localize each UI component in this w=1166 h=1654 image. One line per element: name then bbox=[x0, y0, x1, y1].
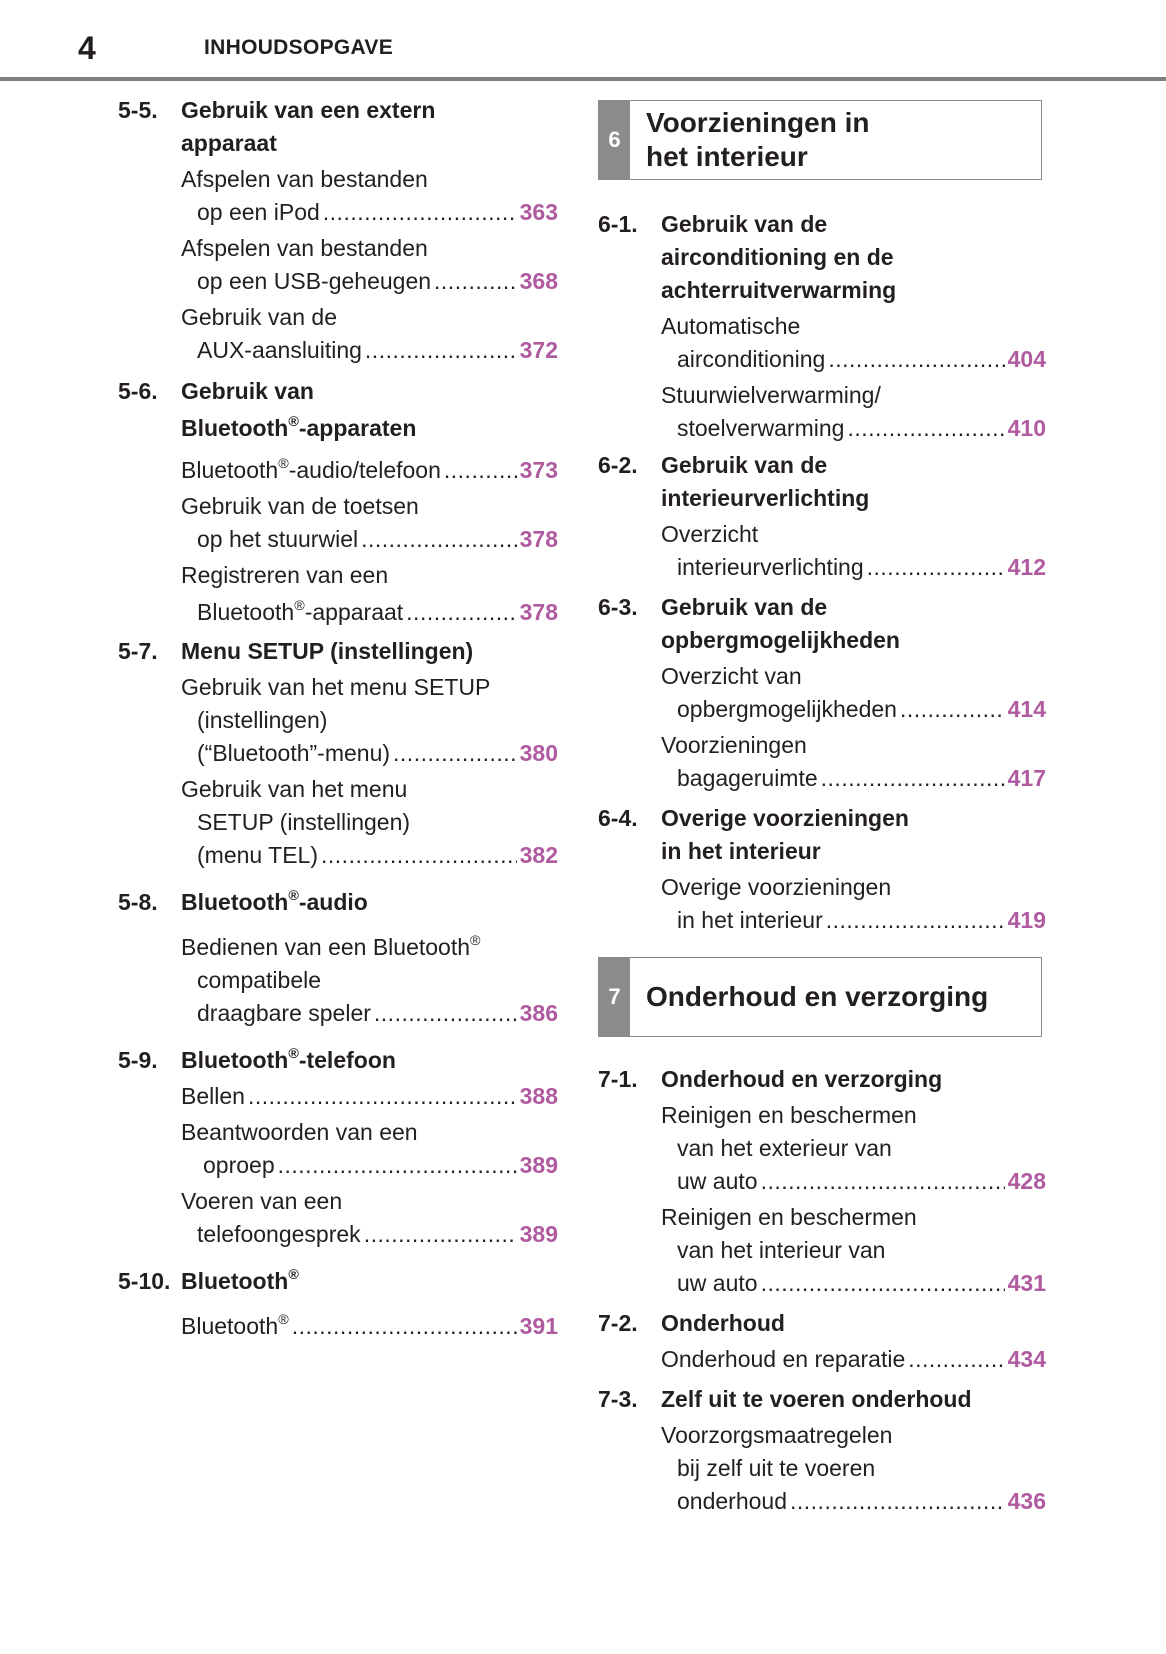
toc-entry[interactable]: Overzicht interieurverlichting ..... 412 bbox=[661, 518, 1046, 584]
toc-right-column bbox=[598, 100, 1046, 1518]
chapter-number: 7 bbox=[599, 958, 630, 1036]
section-7-1: 7-1. Onderhoud en verzorging bbox=[598, 1066, 943, 1092]
page-ref: 434 bbox=[1007, 1346, 1046, 1372]
toc-entry[interactable]: Voorzorgsmaatregelen bij zelf uit te voeren onderhoud ..... 436 bbox=[661, 1419, 1046, 1518]
page-ref: 428 bbox=[1007, 1168, 1046, 1194]
page-ref: 386 bbox=[519, 1000, 558, 1026]
toc-entry[interactable]: Overige voorzieningen in het interieur ..... 419 bbox=[661, 871, 1046, 937]
page-ref: 417 bbox=[1007, 765, 1046, 791]
chapter-7-header bbox=[598, 957, 1042, 1037]
toc-entry[interactable]: Bluetooth® ..... 391 bbox=[181, 1310, 558, 1343]
section-7-3: 7-3. Zelf uit te voeren onderhoud bbox=[598, 1386, 972, 1412]
toc-entry[interactable]: Afspelen van bestanden op een USB-geheugen ..... 368 bbox=[181, 232, 558, 298]
section-5-8: 5-8. Bluetooth®-audio bbox=[118, 888, 368, 915]
section-6-2: 6-2. Gebruik van de interieurverlichting bbox=[598, 452, 870, 511]
toc-entry[interactable]: Reinigen en beschermen van het interieur van uw auto ..... 431 bbox=[661, 1201, 1046, 1300]
toc-entry[interactable]: Gebruik van het menu SETUP (instellingen) (“Bluetooth”-menu) ..... 380 bbox=[181, 671, 558, 770]
section-5-9: 5-9. Bluetooth®-telefoon bbox=[118, 1046, 396, 1073]
page-number: 4 bbox=[78, 30, 96, 66]
header-title: INHOUDSOPGAVE bbox=[204, 36, 394, 59]
toc-entry[interactable]: Bellen ..... 388 bbox=[181, 1080, 558, 1113]
chapter-title: Onderhoud en verzorging bbox=[646, 981, 989, 1012]
page-ref: 419 bbox=[1007, 907, 1046, 933]
page-header bbox=[0, 0, 1166, 82]
section-5-6: 5-6. Gebruik van Bluetooth®-apparaten bbox=[118, 378, 417, 441]
toc-entry[interactable]: Gebruik van het menu SETUP (instellingen) (menu TEL) ..... 382 bbox=[181, 773, 558, 872]
page-ref: 372 bbox=[519, 337, 558, 363]
page-ref: 410 bbox=[1007, 415, 1046, 441]
section-title: Gebruik van een extern apparaat bbox=[181, 97, 436, 156]
section-5-5 bbox=[118, 94, 558, 160]
toc-entry[interactable]: Bedienen van een Bluetooth® compatibele draagbare speler ..... 386 bbox=[181, 931, 558, 1030]
page-ref: 382 bbox=[519, 842, 558, 868]
page-ref: 380 bbox=[519, 740, 558, 766]
toc-entry[interactable]: Stuurwielverwarming/ stoelverwarming ..... 410 bbox=[661, 379, 1046, 445]
page-ref: 414 bbox=[1007, 696, 1046, 722]
page-ref: 391 bbox=[519, 1313, 558, 1339]
section-6-3: 6-3. Gebruik van de opbergmogelijkheden bbox=[598, 594, 900, 653]
toc-entry[interactable]: Afspelen van bestanden op een iPod ..... 363 bbox=[181, 163, 558, 229]
section-6-1: 6-1. Gebruik van de airconditioning en de achterruitverwarming bbox=[598, 211, 897, 303]
toc-entry[interactable]: Gebruik van de toetsen op het stuurwiel ..... 378 bbox=[181, 490, 558, 556]
toc-entry[interactable]: Beantwoorden van een oproep ..... 389 bbox=[181, 1116, 558, 1182]
toc-entry[interactable]: Onderhoud en reparatie ..... 434 bbox=[661, 1343, 1046, 1376]
toc-entry[interactable]: Reinigen en beschermen van het exterieur van uw auto ..... 428 bbox=[661, 1099, 1046, 1198]
section-7-2: 7-2. Onderhoud bbox=[598, 1310, 785, 1336]
page-ref: 378 bbox=[519, 599, 558, 625]
page-ref: 373 bbox=[519, 457, 558, 483]
toc-entry[interactable]: Voeren van een telefoongesprek ..... 389 bbox=[181, 1185, 558, 1251]
toc-entry[interactable]: Gebruik van de AUX-aansluiting ..... 372 bbox=[181, 301, 558, 367]
header-divider bbox=[0, 77, 1166, 81]
chapter-number: 6 bbox=[599, 101, 630, 179]
section-5-10: 5-10. Bluetooth® bbox=[118, 1267, 299, 1294]
toc-left-column bbox=[118, 94, 558, 1343]
toc-entry[interactable]: Bluetooth®-audio/telefoon ..... 373 bbox=[181, 454, 558, 487]
section-5-7: 5-7. Menu SETUP (instellingen) bbox=[118, 638, 474, 664]
page-ref: 363 bbox=[519, 199, 558, 225]
page-ref: 404 bbox=[1007, 346, 1046, 372]
toc-entry[interactable]: Voorzieningen bagageruimte ..... 417 bbox=[661, 729, 1046, 795]
page-ref: 389 bbox=[519, 1221, 558, 1247]
page-ref: 389 bbox=[519, 1152, 558, 1178]
chapter-title: Voorzieningen in het interieur bbox=[646, 107, 870, 172]
section-6-4: 6-4. Overige voorzieningen in het interieur bbox=[598, 805, 909, 864]
page-ref: 412 bbox=[1007, 554, 1046, 580]
page-ref: 388 bbox=[519, 1083, 558, 1109]
toc-entry[interactable]: Overzicht van opbergmogelijkheden ..... 414 bbox=[661, 660, 1046, 726]
toc-entry[interactable]: Automatische airconditioning ..... 404 bbox=[661, 310, 1046, 376]
page-ref: 368 bbox=[519, 268, 558, 294]
page-ref: 378 bbox=[519, 526, 558, 552]
page-ref: 431 bbox=[1007, 1270, 1046, 1296]
toc-entry[interactable]: Registreren van een Bluetooth®-apparaat ..... 378 bbox=[181, 559, 558, 632]
page-ref: 436 bbox=[1007, 1488, 1046, 1514]
chapter-6-header bbox=[598, 100, 1042, 180]
section-number: 5-5. bbox=[118, 97, 158, 123]
